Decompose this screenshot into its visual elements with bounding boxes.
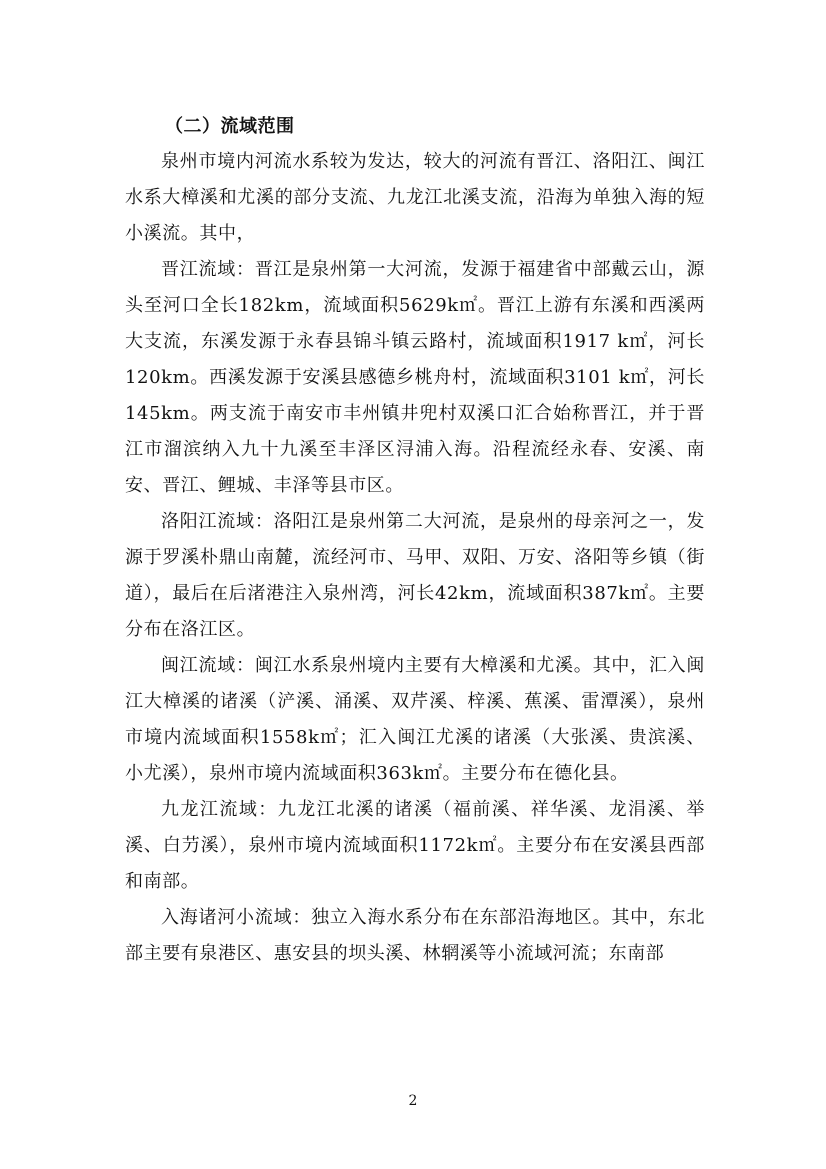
section-heading: （二）流域范围 <box>165 116 295 137</box>
paragraph-minjiang-basin: 闽江流域：闽江水系泉州境内主要有大樟溪和尤溪。其中，汇入闽江大樟溪的诸溪（浐溪、涌溪、双芹溪、梓溪、蕉溪、雷潭溪），泉州市境内流域面积1558k㎡；汇入闽江尤溪的诸溪（大张溪、贵滨溪、小尤溪），泉州市境内流域面积363k㎡。主要分布在德化县。 <box>125 655 705 784</box>
paragraph-jinjiang-basin: 晋江流域：晋江是泉州第一大河流，发源于福建省中部戴云山，源头至河口全长182km，流域面积5629k㎡。晋江上游有东溪和西溪两大支流，东溪发源于永春县锦斗镇云路村，流域面积1917 k㎡，河长120km。西溪发源于安溪县感德乡桃舟村，流域面积3101 k㎡，河长145km。两支流于南安市丰州镇井兜村双溪口汇合始称晋江，并于晋江市溜滨纳入九十九溪至丰泽区浔浦入海。沿程流经永春、安溪、南安、晋江、鲤城、丰泽等县市区。 <box>125 259 705 496</box>
paragraph-coastal-basins: 入海诸河小流域：独立入海水系分布在东部沿海地区。其中，东北部主要有泉港区、惠安县的坝头溪、林辋溪等小流域河流；东南部 <box>125 907 705 964</box>
page-number: 2 <box>408 1093 418 1109</box>
paragraph-luoyangjiang-basin: 洛阳江流域：洛阳江是泉州第二大河流，是泉州的母亲河之一，发源于罗溪朴鼎山南麓，流经河市、马甲、双阳、万安、洛阳等乡镇（街道），最后在后渚港注入泉州湾，河长42km，流域面积387k㎡。主要分布在洛江区。 <box>125 511 705 640</box>
body-text <box>125 144 705 972</box>
paragraph-intro: 泉州市境内河流水系较为发达，较大的河流有晋江、洛阳江、闽江水系大樟溪和尤溪的部分支流、九龙江北溪支流，沿海为单独入海的短小溪流。其中， <box>125 151 705 244</box>
paragraph-jiulongjiang-basin: 九龙江流域：九龙江北溪的诸溪（福前溪、祥华溪、龙涓溪、举溪、白芀溪），泉州市境内流域面积1172k㎡。主要分布在安溪县西部和南部。 <box>125 799 705 892</box>
